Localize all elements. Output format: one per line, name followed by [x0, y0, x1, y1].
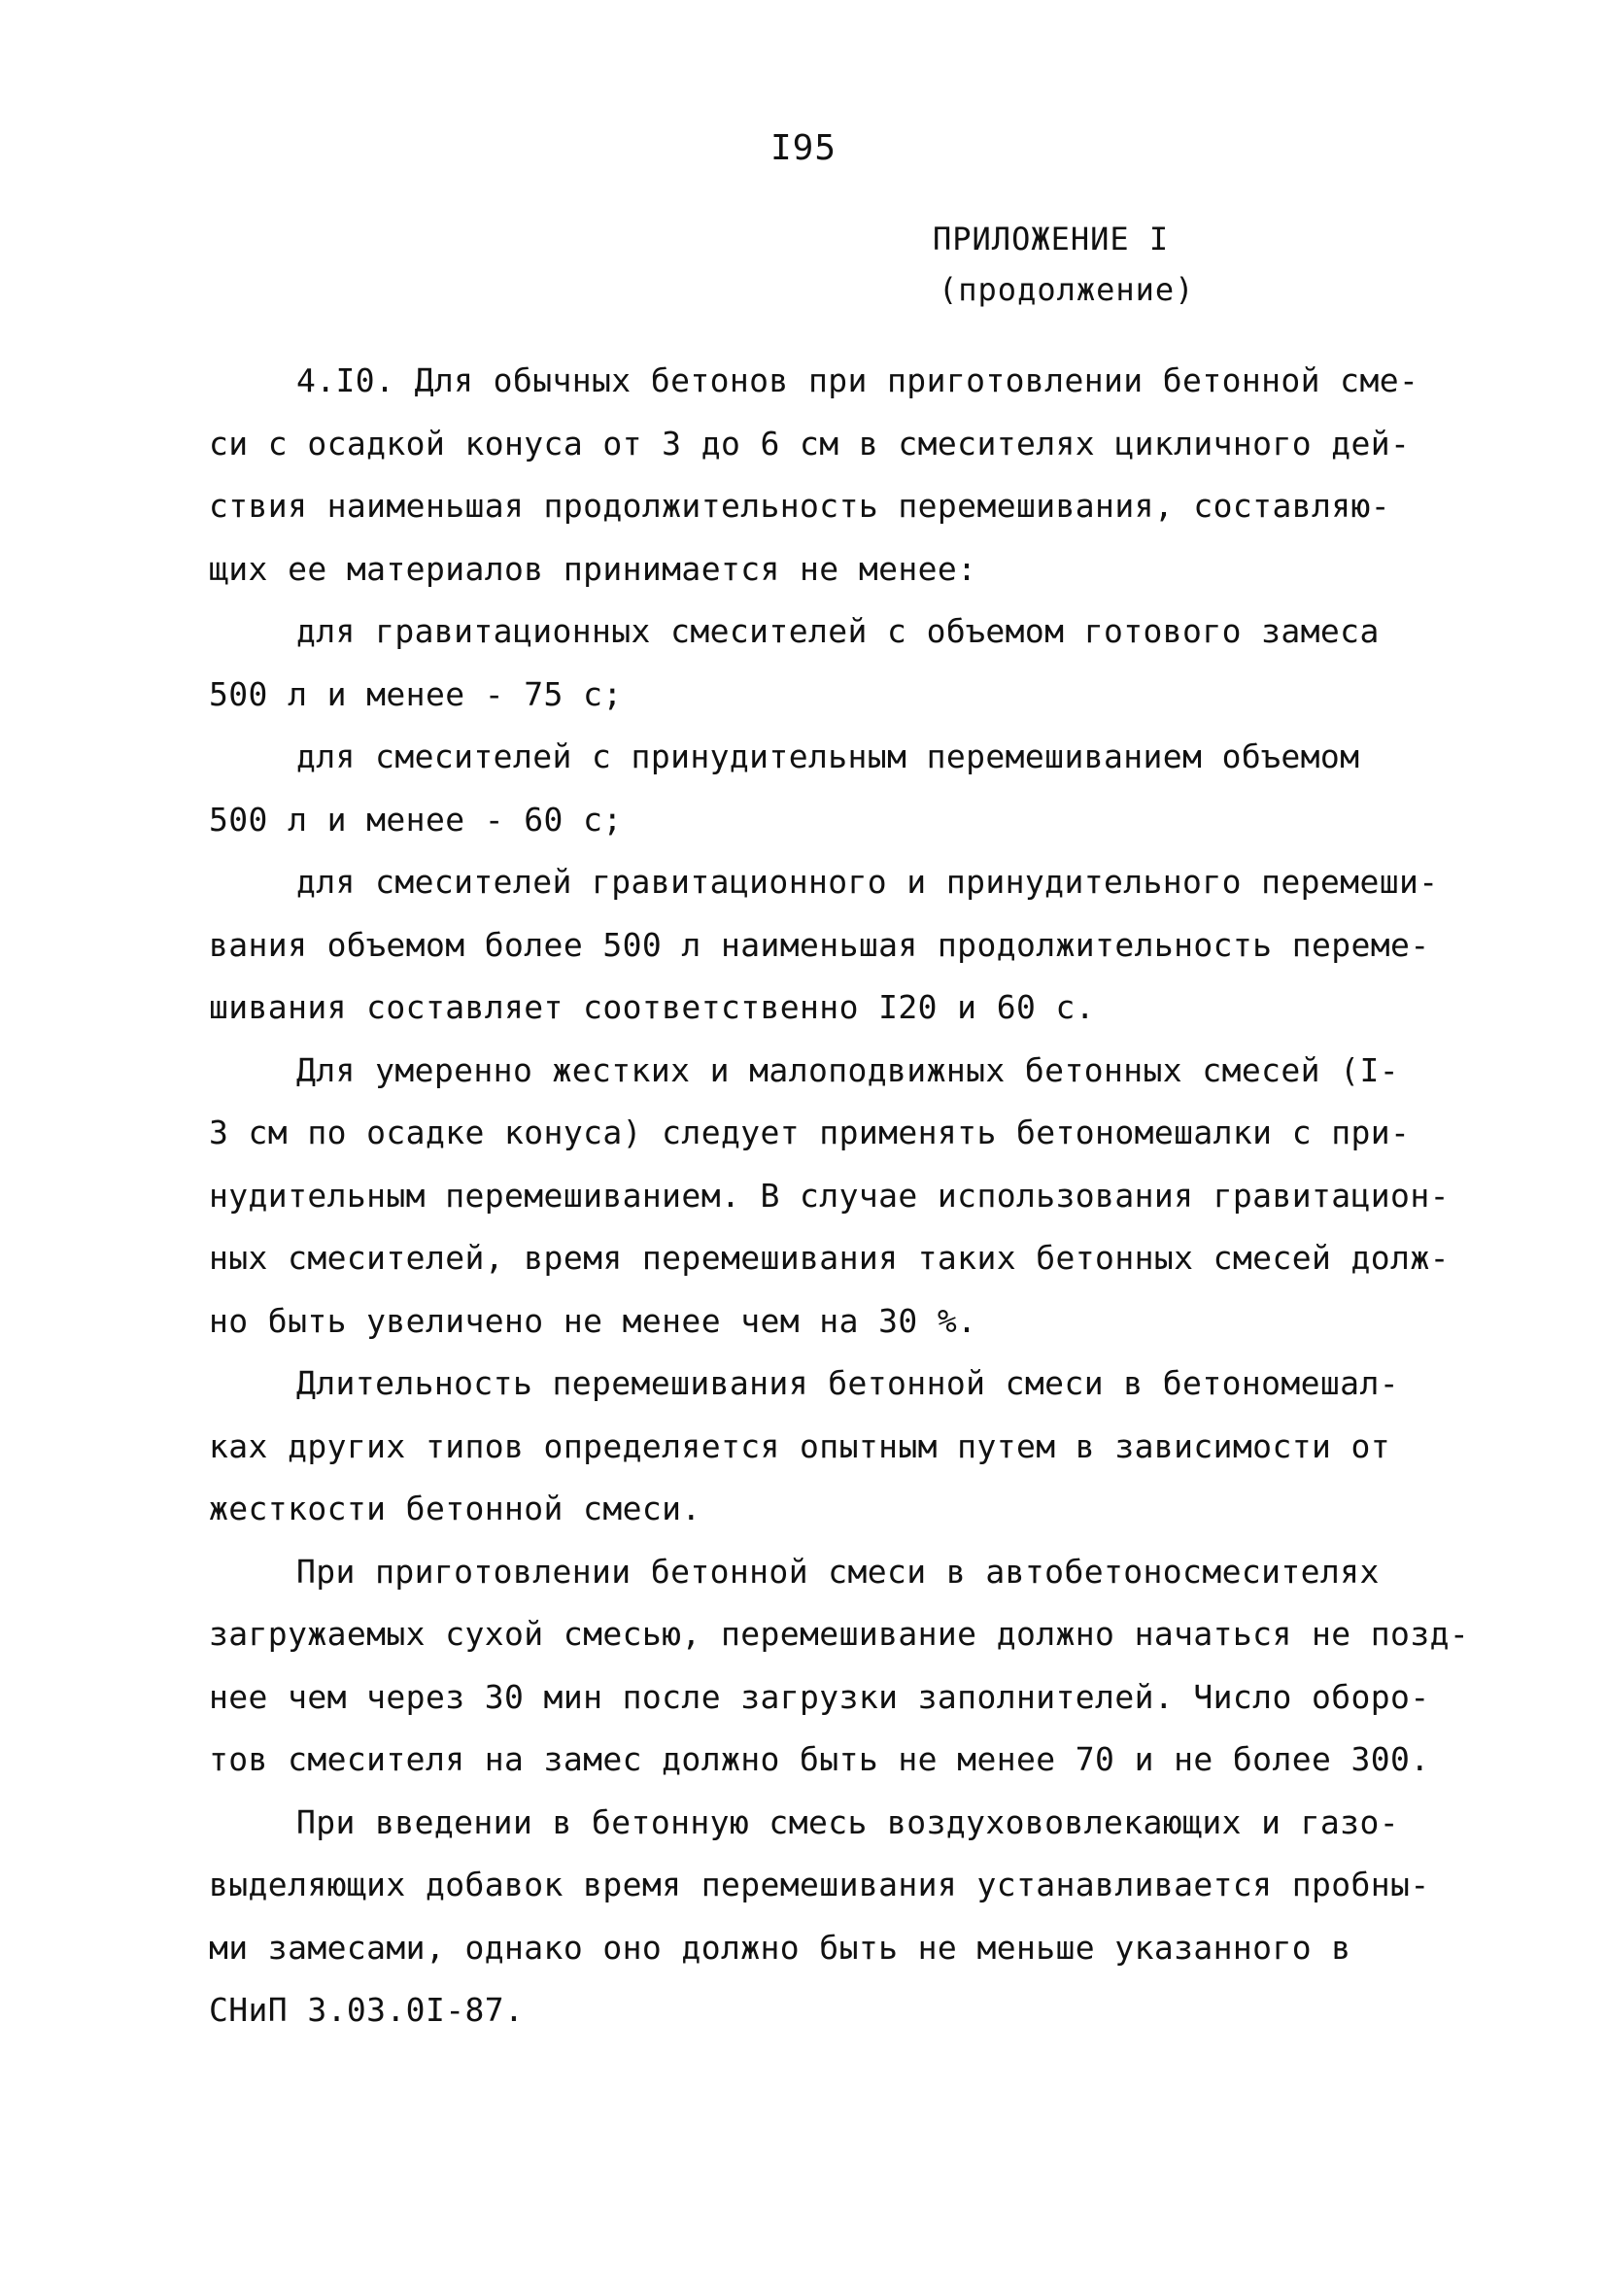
text-line: ми замесами, однако оно должно быть не меньше указанного в	[209, 1928, 1351, 1967]
text-line: нудительным перемешиванием. В случае использования гравитацион-	[209, 1176, 1450, 1215]
text-line: для гравитационных смесителей с объемом готового замеса	[296, 612, 1380, 650]
text-line: При введении в бетонную смесь воздухововлекающих и газо-	[296, 1802, 1399, 1841]
text-line: Для умеренно жестких и малоподвижных бетонных смесей (I-	[296, 1050, 1399, 1089]
text-line: тов смесителя на замес должно быть не менее 70 и не более 300.	[209, 1740, 1430, 1778]
text-line: Длительность перемешивания бетонной смеси в бетономешал-	[296, 1364, 1399, 1402]
paragraph	[209, 350, 1419, 600]
text-line: си с осадкой конуса от 3 до 6 см в смесителях цикличного дей-	[209, 424, 1411, 463]
text-line: При приготовлении бетонной смеси в автобетоносмесителях	[296, 1552, 1380, 1591]
text-line: 500 л и менее - 75 с;	[209, 674, 623, 713]
text-line: СНиП 3.03.0I-87.	[209, 1991, 525, 2029]
text-line: загружаемых сухой смесью, перемешивание должно начаться не позд-	[209, 1615, 1470, 1653]
appendix-subtitle: (продолжение)	[939, 271, 1195, 308]
text-line: выделяющих добавок время перемешивания устанавливается пробны-	[209, 1866, 1430, 1903]
text-line: для смесителей с принудительным перемешиванием объемом	[296, 737, 1360, 775]
paragraph	[209, 726, 1414, 851]
text-line: 3 см по осадке конуса) следует применять бетономешалки с при-	[209, 1114, 1411, 1151]
appendix-header	[933, 214, 1194, 315]
paragraph	[209, 1792, 1430, 2042]
paragraph	[209, 1541, 1470, 1792]
appendix-title: ПРИЛОЖЕНИЕ I	[933, 221, 1170, 257]
paragraph	[209, 1040, 1450, 1354]
text-line: ных смесителей, время перемешивания таких бетонных смесей долж-	[209, 1239, 1450, 1277]
text-line: 500 л и менее - 60 с;	[209, 800, 623, 839]
paragraph	[209, 600, 1414, 726]
text-line: шивания составляет соответственно I20 и 60 с.	[209, 988, 1096, 1026]
text-line: для смесителей гравитационного и принудительного перемеши-	[296, 863, 1439, 901]
paragraph	[209, 851, 1439, 1040]
text-line: но быть увеличено не менее чем на 30 %.	[209, 1301, 977, 1340]
paragraph	[209, 1353, 1414, 1541]
text-line: 4.I0. Для обычных бетонов при приготовлении бетонной сме-	[296, 361, 1419, 399]
text-line: щих ее материалов принимается не менее:	[209, 549, 977, 588]
page-number: I95	[770, 128, 837, 168]
body-text	[209, 350, 1470, 2042]
text-line: жесткости бетонной смеси.	[209, 1490, 701, 1527]
text-line: ках других типов определяется опытным путем в зависимости от	[209, 1426, 1391, 1465]
text-line: нее чем через 30 мин после загрузки заполнителей. Число оборо-	[209, 1677, 1430, 1716]
text-line: ствия наименьшая продолжительность перемешивания, составляю-	[209, 487, 1391, 525]
text-line: вания объемом более 500 л наименьшая продолжительность переме-	[209, 925, 1430, 964]
